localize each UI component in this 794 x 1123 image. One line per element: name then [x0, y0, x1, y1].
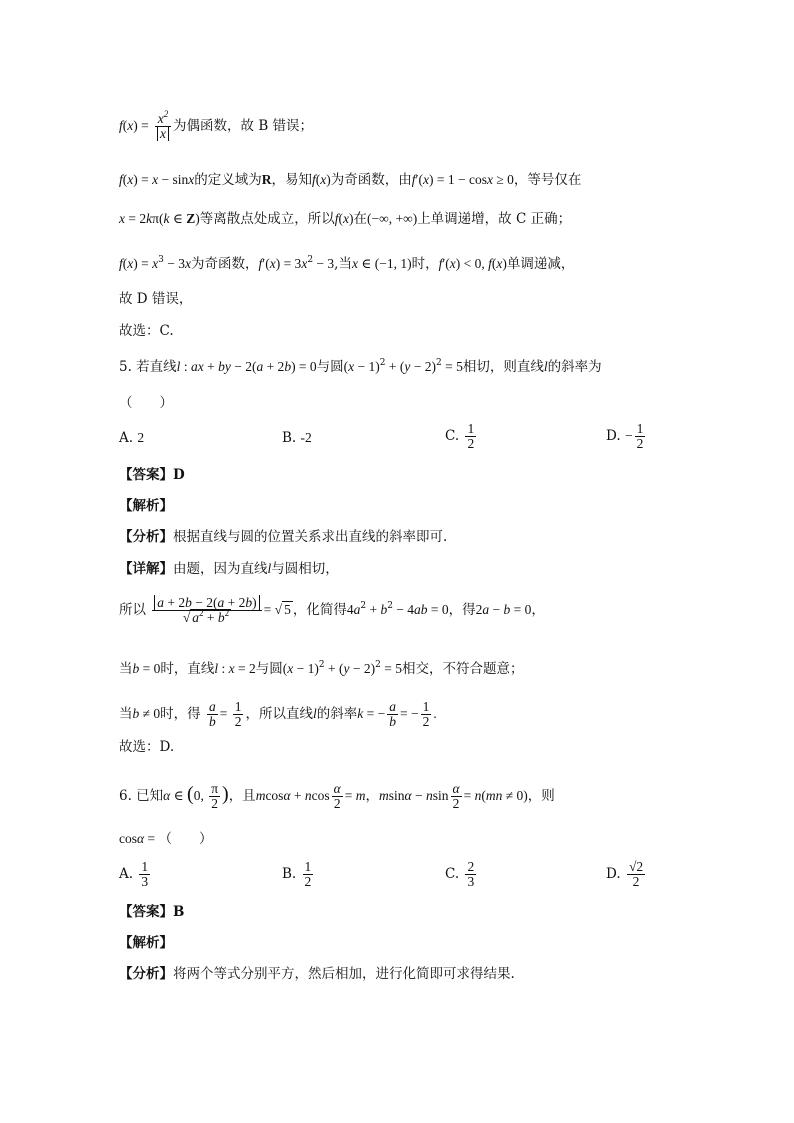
q5-case-2: 当b ≠ 0时，得 $\frac{a}{b}$ = $\frac{1}{2}$ ，所以直线l的斜率k = − $\frac{a}{b}$ = − $\frac{1}{2}$ . — [119, 699, 437, 730]
q6-analysis: 【分析】将两个等式分别平方，然后相加，进行化简即可求得结果. — [119, 966, 515, 982]
q5-conclusion: 故选：D. — [119, 739, 175, 755]
fraction: $\frac{x^2}{x}$ — [155, 112, 171, 141]
q6-option-a[interactable]: A. $\frac{1}{3}$ — [119, 859, 149, 890]
q5-distance-line: 所以 $\frac{a + 2b - 2(a + 2b)}{√ a^2 + b^2}$ = √ 5 ，化简得$4a^2 + b^2 - 4ab = 0$，得2a − b = 0， — [119, 595, 545, 626]
q6-answer: 【答案】B — [119, 904, 185, 920]
q6-option-d[interactable]: D. $\frac{√2}{2}$ — [606, 859, 644, 890]
q5-option-d[interactable]: D. − $\frac{1}{2}$ — [606, 421, 644, 452]
q6-stem: 6. 已知α ∈ (0, $\frac{\pi}{2}$ )，且mcosα + ncos $\frac{\alpha}{2}$ = m，msinα − nsin $\frac{\alpha}{2}$ = n(mn ≠ 0)，则 — [119, 781, 555, 812]
q6-stem-2: cosα = （ ） — [119, 831, 213, 847]
q5-option-a[interactable]: A. 2 — [119, 430, 145, 446]
q6-option-b[interactable]: B. $\frac{1}{2}$ — [282, 859, 312, 890]
q5-detail: 【详解】由题，因为直线l与圆相切， — [119, 561, 339, 577]
q6-option-c[interactable]: C. $\frac{2}{3}$ — [445, 859, 475, 890]
q5-blank: （ ） — [119, 395, 173, 411]
prev-line-3: x = 2kπ(k ∈ Z)等离散点处成立，所以f(x)在(−∞, +∞)上单调递增，故 C 正确； — [119, 211, 572, 227]
q5-analysis: 【分析】根据直线与圆的位置关系求出直线的斜率即可. — [119, 529, 448, 545]
q5-option-b[interactable]: B. -2 — [282, 430, 312, 446]
prev-line-1: f(x) = $\frac{x^2}{x}$ 为偶函数，故 B 错误； — [119, 109, 314, 142]
q5-option-c[interactable]: C. $\frac{1}{2}$ — [445, 421, 475, 452]
prev-line-5: 故 D 错误， — [119, 291, 193, 307]
q5-solution-heading: 【解析】 — [119, 498, 173, 514]
q5-stem: 5. 若直线l : ax + by − 2(a + 2b) = 0与圆$(x - 1)^2 + (y - 2)^2 = 5$相切，则直线l的斜率为 — [119, 358, 602, 375]
prev-line-4: $f(x) = x^3 - 3x$为奇函数，$f'(x) = 3x^2 - 3$,当x ∈ (−1, 1)时，f′(x) < 0, f(x)单调递减， — [119, 255, 575, 272]
prev-conclusion: 故选：C. — [119, 323, 174, 339]
q5-case-1: 当b = 0时，直线l : x = 2与圆$(x - 1)^2 + (y - 2)^2 = 5$相交，不符合题意； — [119, 660, 524, 677]
prev-line-2: f(x) = x − sinx的定义域为R，易知f(x)为奇函数，由f′(x) = 1 − cosx ≥ 0，等号仅在 — [119, 172, 582, 188]
q6-solution-heading: 【解析】 — [119, 935, 173, 951]
q5-answer: 【答案】D — [119, 467, 185, 483]
distance-fraction: $\frac{a + 2b - 2(a + 2b)}{√ a^2 + b^2}$ — [152, 596, 261, 625]
